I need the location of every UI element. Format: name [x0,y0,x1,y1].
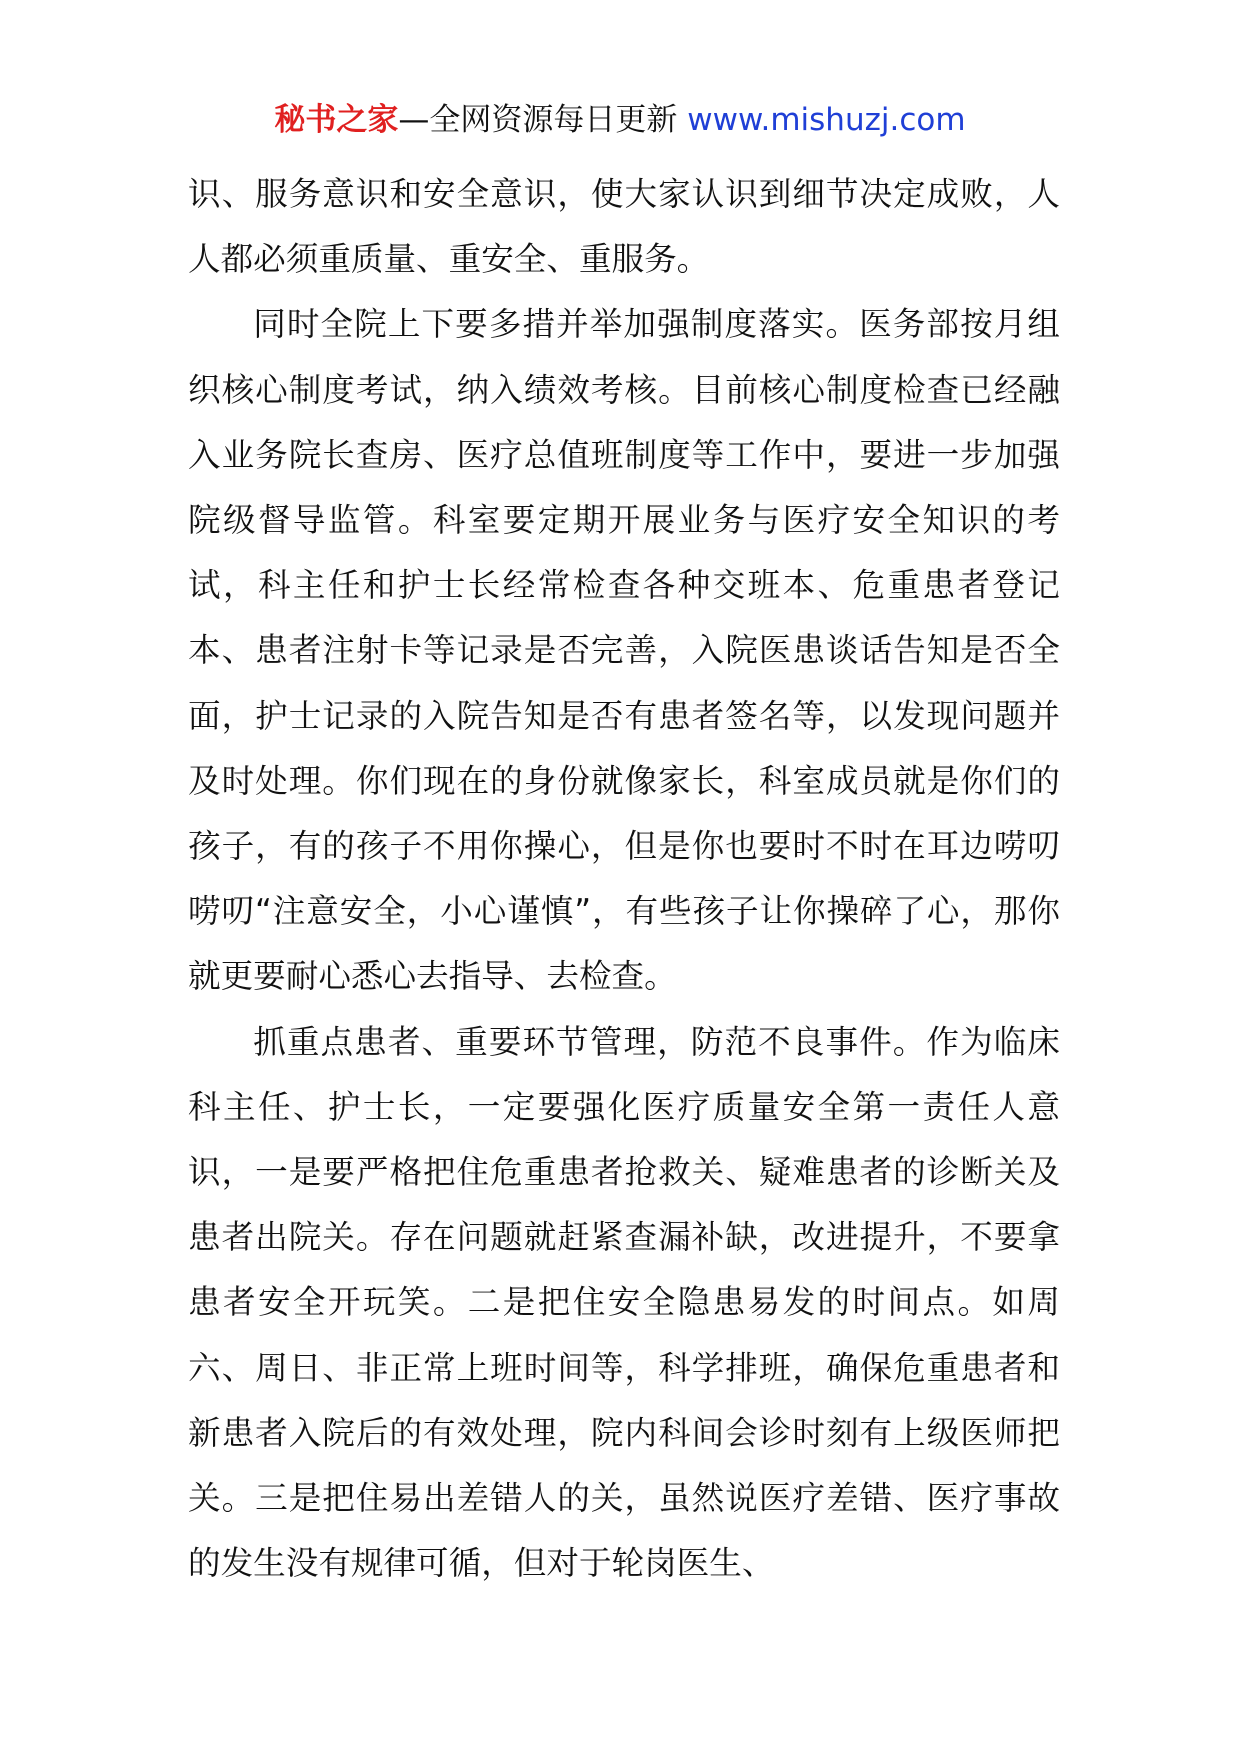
paragraph-continued: 识、服务意识和安全意识，使大家认识到细节决定成败，人人都必须重质量、重安全、重服务。 [188,175,1060,279]
document-body [188,162,1060,1596]
paragraph-key-patients: 抓重点患者、重要环节管理，防范不良事件。作为临床科主任、护士长，一定要强化医疗质量安全第一责任人意识，一是要严格把住危重患者抢救关、疑难患者的诊断关及患者出院关。存在问题就赶紧查漏补缺，改进提升，不要拿患者安全开玩笑。二是把住安全隐患易发的时间点。如周六、周日、非正常上班时间等，科学排班，确保危重患者和新患者入院后的有效处理，院内科间会诊时刻有上级医师把关。三是把住易出差错人的关，虽然说医疗差错、医疗事故的发生没有规律可循，但对于轮岗医生、 [188,1022,1060,1583]
header-slogan: —全网资源每日更新 [398,102,678,138]
paragraph-system-implementation: 同时全院上下要多措并举加强制度落实。医务部按月组织核心制度考试，纳入绩效考核。目前核心制度检查已经融入业务院长查房、医疗总值班制度等工作中，要进一步加强院级督导监管。科室要定期开展业务与医疗安全知识的考试，科主任和护士长经常检查各种交班本、危重患者登记本、患者注射卡等记录是否完善，入院医患谈话告知是否全面，护士记录的入院告知是否有患者签名等，以发现问题并及时处理。你们现在的身份就像家长，科室成员就是你们的孩子，有的孩子不用你操心，但是你也要时不时在耳边唠叨唠叨“注意安全，小心谨慎”，有些孩子让你操碎了心，那你就更要耐心悉心去指导、去检查。 [188,305,1060,996]
brand-name: 秘书之家 [274,102,399,138]
page-header [0,98,1240,142]
site-url-link[interactable]: www.mishuzj.com [677,102,966,138]
